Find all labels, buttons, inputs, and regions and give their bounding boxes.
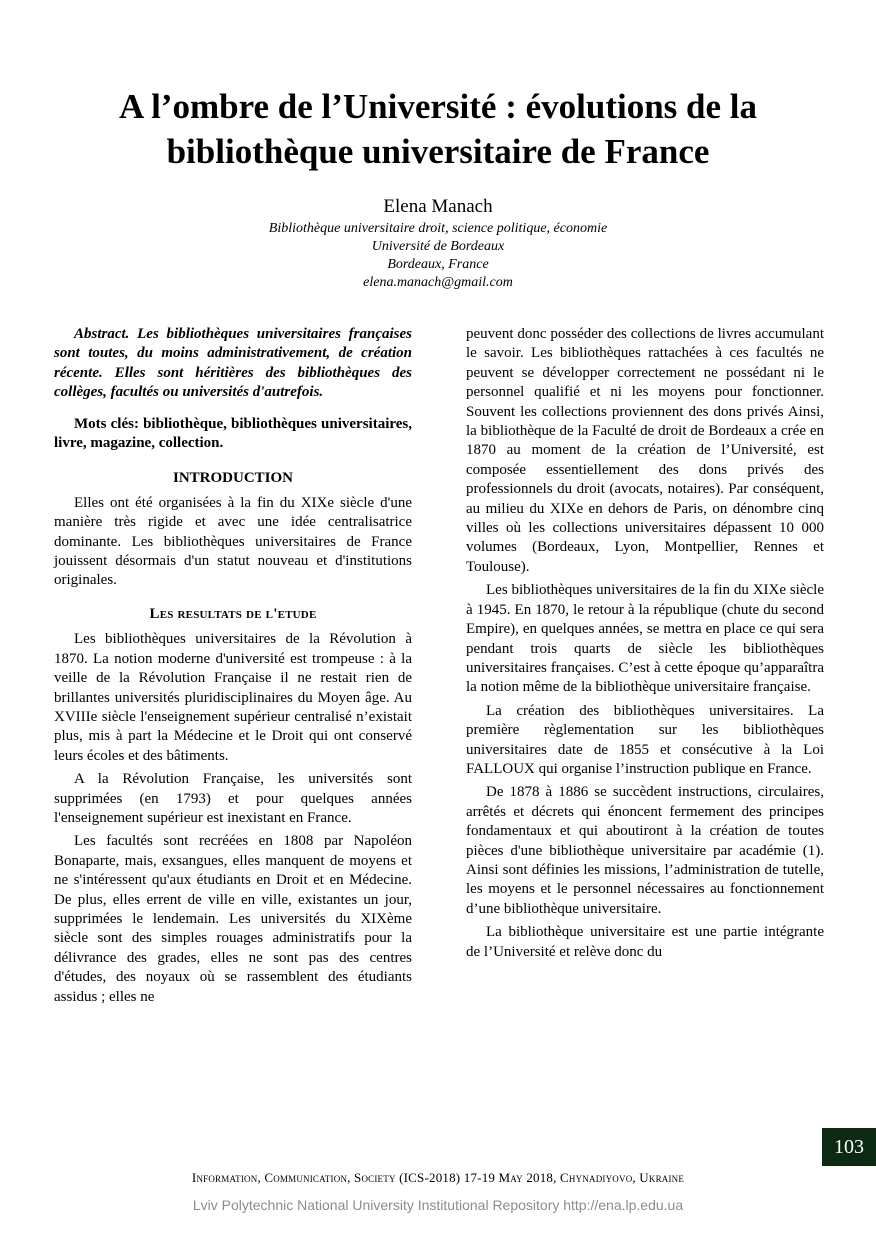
author-email: elena.manach@gmail.com — [363, 275, 513, 290]
author-name: Elena Manach — [383, 196, 493, 217]
abstract: Abstract. Les bibliothèques universitaires françaises sont toutes, du moins administrativement, de création récente. Elles sont héritières des bibliothèques des collèges, facultés ou universités d'autrefois. — [54, 326, 412, 401]
author-affiliation — [0, 220, 876, 292]
page-number: 103 — [822, 1128, 876, 1166]
paragraph: peuvent donc posséder des collections de livres accumulant le savoir. Les bibliothèques rattachées à ces facultés ne peuvent se développer correctement ne possédant ni le personnel qualifié et ni les moyens pour fonctionner. Souvent les collections proviennent des dons privés Ainsi, la bibliothèque de la Faculté de droit de Bordeaux a crée en 1870 au moment de la création de l’Université, est composée essentiellement des dons privés des professionnels du droit (avocats, notaires). Par conséquent, au milieu du XIXe en dehors de Paris, on dénombre cinq villes où les collections universitaires dépassent 10 000 volumes (Bordeaux, Lyon, Montpellier, Rennes et Toulouse). — [466, 326, 824, 575]
paragraph: Elles ont été organisées à la fin du XIXe siècle d'une manière très rigide et avec une idée centralisatrice dominante. Les bibliothèques universitaires de France jouissent désormais d'un statut nouveau et d'institutions originales. — [54, 494, 412, 589]
left-column — [54, 325, 412, 1011]
affiliation-line: Bordeaux, France — [387, 257, 489, 272]
affiliation-line: Université de Bordeaux — [371, 239, 505, 254]
repository-footer: Lviv Polytechnic National University Institutional Repository http://ena.lp.edu.ua — [192, 1197, 684, 1213]
paper-title: A l’ombre de l’Université : évolutions de la bibliothèque universitaire de France — [118, 87, 758, 171]
section-heading-introduction: INTRODUCTION — [172, 470, 293, 487]
paragraph: La création des bibliothèques universitaires. La première règlementation sur les bibliothèques universitaires date de 1855 et consécutive à la Loi FALLOUX qui organise l’instruction publique en France. — [466, 702, 824, 777]
affiliation-line: Bibliothèque universitaire droit, science politique, économie — [268, 221, 608, 236]
section-heading-results: Les resultats de l'etude — [149, 605, 317, 622]
conference-footer: Information, Communication, Society (ICS-2018) 17-19 May 2018, Chynadiyovo, Ukraine — [191, 1170, 685, 1185]
right-column — [466, 325, 824, 966]
paragraph: La bibliothèque universitaire est une partie intégrante de l’Université et relève donc du — [466, 924, 824, 960]
paragraph: De 1878 à 1886 se succèdent instructions, circulaires, arrêtés et décrets qui énoncent fermement des principes fondamentaux et qui aboutiront à la création de toutes pièces d'une bibliothèque universitaire par académie (1). Ainsi sont définies les missions, l’administration de tutelle, les moyens et le personnel nécessaires au fonctionnement d’une bibliothèque universitaire. — [466, 784, 824, 917]
paragraph: Les bibliothèques universitaires de la Révolution à 1870. La notion moderne d'université est trompeuse : à la veille de la Révolution Française il ne restait rien de brillantes universités pluridisciplinaires du Moyen âge. Au XVIIIe siècle l'enseignement supérieur centralisé n’existait plus, mis à part la Médecine et le Droit qui ont conservé leurs écoles et des bâtiments. — [54, 631, 412, 764]
paragraph: Les facultés sont recréées en 1808 par Napoléon Bonaparte, mais, exsangues, elles manquent de moyens et ne s'intéressent qu'aux étudiants en Droit et en Médecine. De plus, elles errent de ville en ville, existantes un jour, supprimées le lendemain. Les universités du XIXème siècle sont des simples rouages administratifs pour la délivrance des grades, elles ne sont pas des centres d'études, des noyaux où se rassemblent des étudiants assidus ; elles ne — [54, 833, 412, 1005]
keywords: Mots clés: bibliothèque, bibliothèques universitaires, livre, magazine, collection. — [54, 415, 412, 452]
paragraph: A la Révolution Française, les universités sont supprimées (en 1793) et pour quelques années l'enseignement supérieur est inexistant en France. — [54, 771, 412, 826]
paragraph: Les bibliothèques universitaires de la fin du XIXe siècle à 1945. En 1870, le retour à la république (chute du second Empire), en quelques années, se mettra en place ce qui sera pendant trois quarts de siècle les bibliothèques universitaires françaises. C’est à cette époque qu’apparaîtra la notion même de la bibliothèque universitaire française. — [466, 582, 824, 696]
